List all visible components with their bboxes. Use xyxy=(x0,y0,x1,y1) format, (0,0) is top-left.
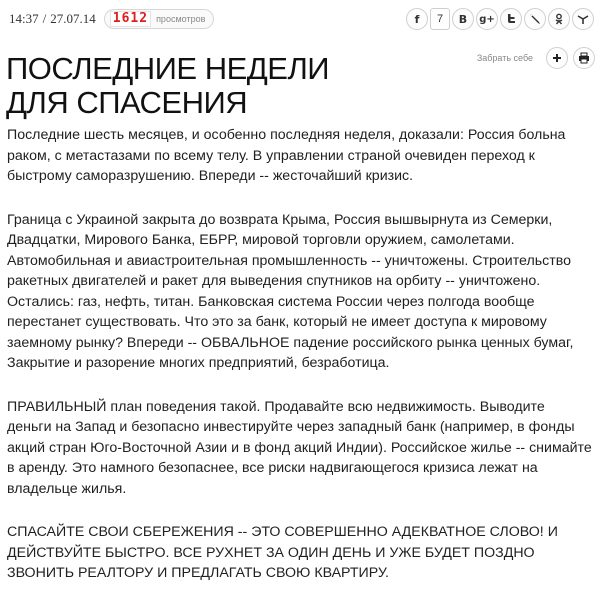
vkontakte-share-button[interactable] xyxy=(452,8,474,30)
livejournal-share-button[interactable] xyxy=(524,8,546,30)
save-row xyxy=(477,47,595,69)
post-time: 14:37 xyxy=(9,11,39,26)
views-label: просмотров xyxy=(156,14,206,24)
print-button[interactable] xyxy=(573,47,595,69)
twitter-icon xyxy=(505,13,517,25)
yandex-share-button[interactable] xyxy=(572,8,594,30)
facebook-icon: f xyxy=(414,12,420,26)
printer-icon xyxy=(578,52,590,64)
article-title xyxy=(6,52,476,120)
add-to-saved-button[interactable] xyxy=(546,47,568,69)
facebook-share-button[interactable] xyxy=(406,8,428,30)
article-title-line-2: ДЛЯ СПАСЕНИЯ xyxy=(6,85,248,120)
views-count: 1612 xyxy=(110,11,151,27)
article-paragraph: Последние шесть месяцев, и особенно последняя неделя, доказали: Россия больна раком, с метастазами по всему телу. В управлении страной очевиден переход к быстрому саморазрушению. Впереди -- жесточайший кризис. xyxy=(7,127,566,184)
odnoklassniki-share-button[interactable] xyxy=(548,8,570,30)
facebook-share-count: 7 xyxy=(430,8,450,30)
yandex-icon xyxy=(577,13,589,25)
google-plus-share-button[interactable] xyxy=(476,8,498,30)
article-body xyxy=(7,125,593,607)
share-bar xyxy=(404,8,594,30)
post-date: 27.07.14 xyxy=(50,11,96,26)
google-plus-icon: g+ xyxy=(479,13,495,25)
meta-separator: / xyxy=(42,11,47,26)
post-meta xyxy=(9,9,214,29)
views-counter xyxy=(104,9,215,29)
odnoklassniki-icon xyxy=(553,13,565,25)
save-label: Забрать себе xyxy=(476,53,533,63)
article-title-line-1: ПОСЛЕДНИЕ НЕДЕЛИ xyxy=(6,51,330,86)
article-paragraph: СПАСАЙТЕ СВОИ СБЕРЕЖЕНИЯ -- ЭТО СОВЕРШЕННО АДЕКВАТНОЕ СЛОВО! И ДЕЙСТВУЙТЕ БЫСТРО. ВСЕ РУХНЕТ ЗА ОДИН ДЕНЬ И УЖЕ БУДЕТ ПОЗДНО ЗВОНИТЬ РЕАЛТОРУ И ПРЕДЛАГАТЬ СВОЮ КВАРТИРУ. xyxy=(7,524,558,581)
vkontakte-icon: B xyxy=(458,12,468,26)
article-paragraph: Граница с Украиной закрыта до возврата Крыма, Россия вышвырнута из Семерки, Двадцатки, Мирового Банка, ЕБРР, мировой торговли оружием, самолетами. Автомобильная и авиастроительная промышленность -- уничтожены. Строительство ракетных двигателей и ракет для выведения спутников на орбиту -- уничтожено. Остались: газ, нефть, титан. Банковская система России через полгода вообще перестанет существовать. Что это за банк, который не имеет доступа к мировому заемному рынку? Впереди -- ОБВАЛЬНОЕ падение российского рынка ценных бумаг, Закрытие и разорение многих предприятий, безработица. xyxy=(7,211,574,371)
livejournal-icon xyxy=(529,13,541,25)
twitter-share-button[interactable] xyxy=(500,8,522,30)
plus-icon xyxy=(551,52,563,64)
article-paragraph: ПРАВИЛЬНЫЙ план поведения такой. Продавайте всю недвижимость. Выводите деньги на Запад и безопасно инвестируйте через западный банк (например, в фонды акций стран Юго-Восточной Азии и в фонд акций Индии). Российское жилье -- снимайте в аренду. Это намного безопаснее, все риски надвигающегося кризиса лежат на владельце жилья. xyxy=(7,398,592,497)
